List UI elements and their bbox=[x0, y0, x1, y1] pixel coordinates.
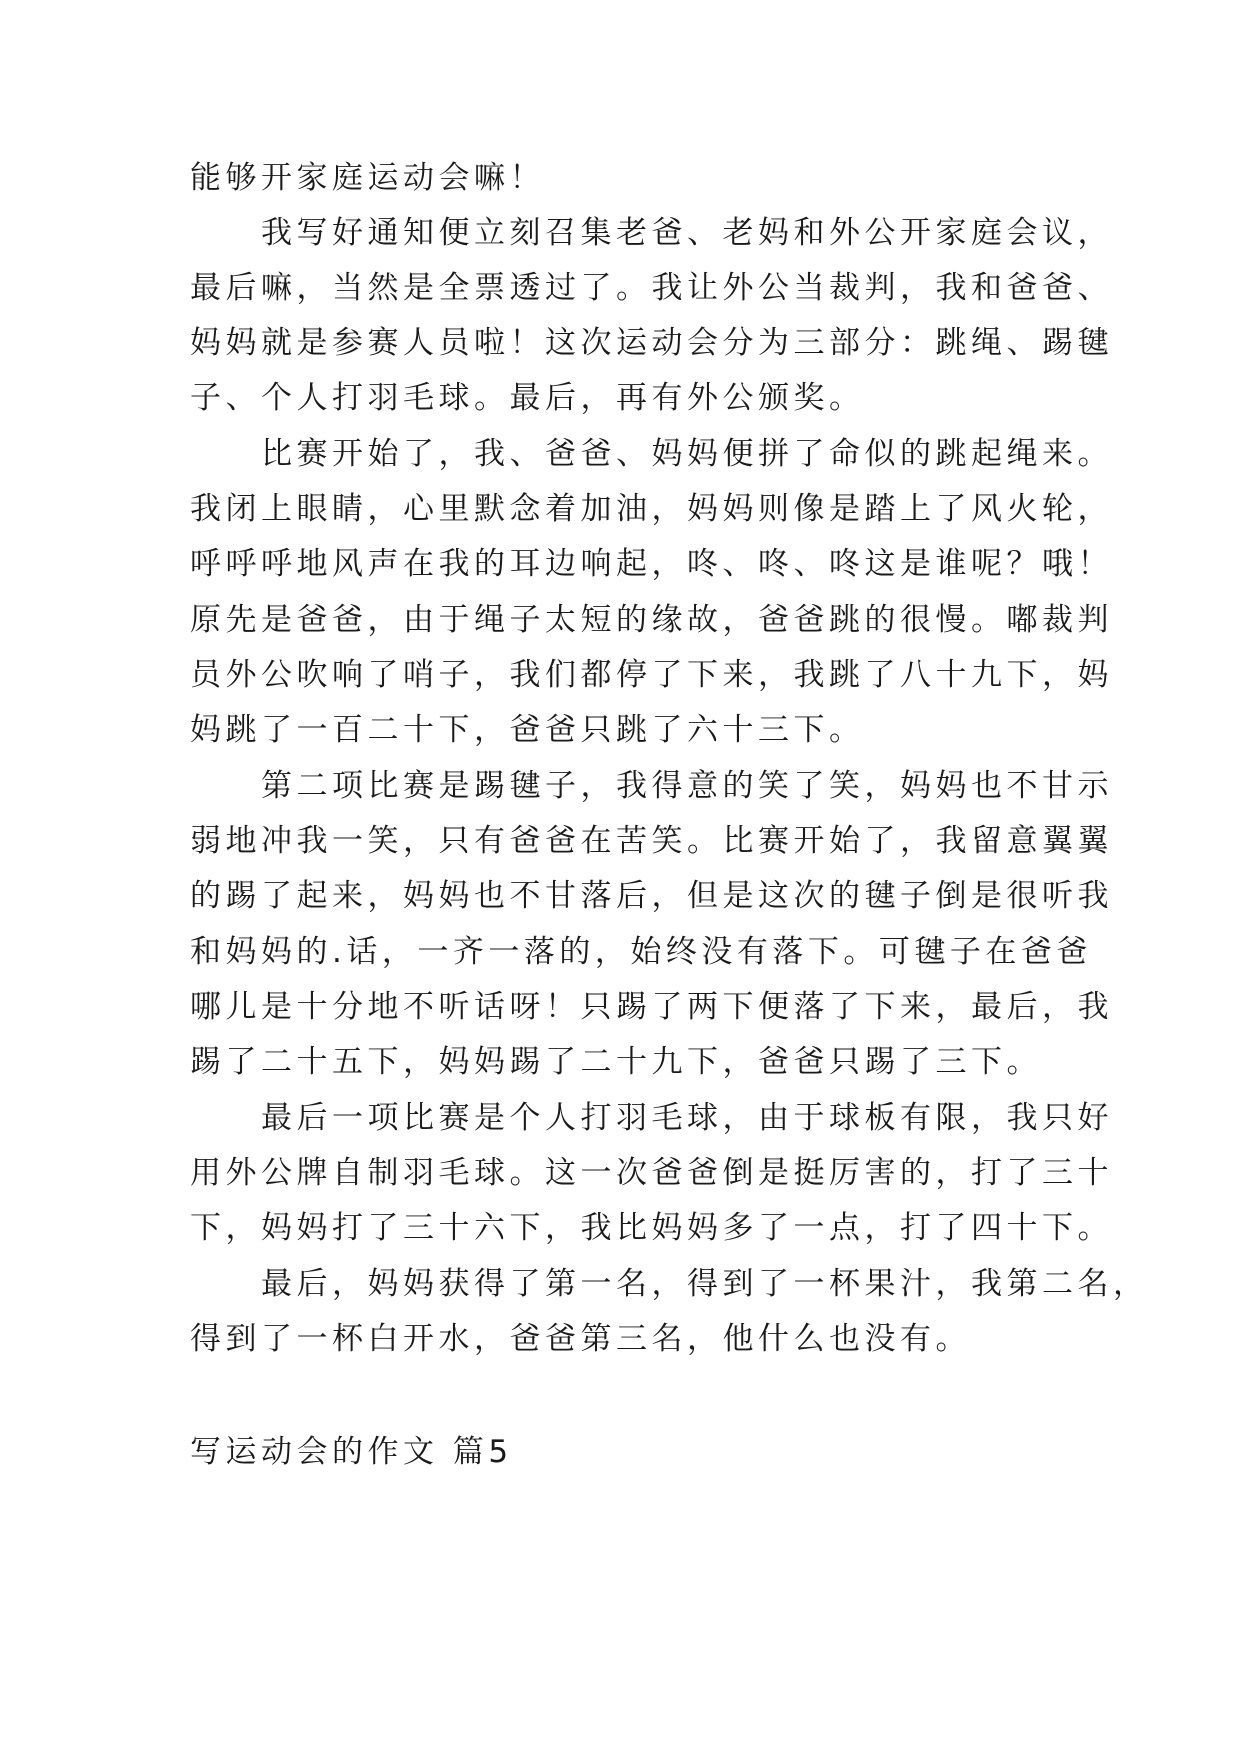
text-line: 呼呼呼地风声在我的耳边响起，咚、咚、咚这是谁呢？哦！ bbox=[190, 546, 1113, 582]
text-line: 哪儿是十分地不听话呀！只踢了两下便落了下来，最后，我 bbox=[190, 989, 1113, 1025]
text-line: 员外公吹响了哨子，我们都停了下来，我跳了八十九下，妈 bbox=[190, 657, 1113, 693]
text-line: 最后，妈妈获得了第一名，得到了一杯果汁，我第二名， bbox=[190, 1266, 1149, 1302]
text-line: 的踢了起来，妈妈也不甘落后，但是这次的毽子倒是很听我 bbox=[190, 878, 1113, 914]
text-line: 妈跳了一百二十下，爸爸只跳了六十三下。 bbox=[190, 712, 865, 748]
text-line: 弱地冲我一笑，只有爸爸在苦笑。比赛开始了，我留意翼翼 bbox=[190, 823, 1113, 859]
text-line: 下，妈妈打了三十六下，我比妈妈多了一点，打了四十下。 bbox=[190, 1210, 1113, 1246]
text-line: 能够开家庭运动会嘛！ bbox=[190, 160, 545, 196]
text-line: 妈妈就是参赛人员啦！这次运动会分为三部分：跳绳、踢毽 bbox=[190, 325, 1113, 361]
text-line: 踢了二十五下，妈妈踢了二十九下，爸爸只踢了三下。 bbox=[190, 1044, 1042, 1080]
text-line: 原先是爸爸，由于绳子太短的缘故，爸爸跳的很慢。嘟裁判 bbox=[190, 602, 1113, 638]
section-heading: 写运动会的作文 篇5 bbox=[190, 1434, 513, 1470]
text-line: 我写好通知便立刻召集老爸、老妈和外公开家庭会议， bbox=[190, 215, 1113, 251]
text-line: 得到了一杯白开水，爸爸第三名，他什么也没有。 bbox=[190, 1321, 971, 1357]
text-line: 第二项比赛是踢毽子，我得意的笑了笑，妈妈也不甘示 bbox=[190, 768, 1113, 804]
text-line: 最后一项比赛是个人打羽毛球，由于球板有限，我只好 bbox=[190, 1100, 1113, 1136]
text-line: 比赛开始了，我、爸爸、妈妈便拼了命似的跳起绳来。 bbox=[190, 436, 1113, 472]
text-line: 和妈妈的.话，一齐一落的，始终没有落下。可毽子在爸爸 bbox=[190, 934, 1092, 970]
text-line: 用外公牌自制羽毛球。这一次爸爸倒是挺厉害的，打了三十 bbox=[190, 1155, 1113, 1191]
text-line: 最后嘛，当然是全票透过了。我让外公当裁判，我和爸爸、 bbox=[190, 270, 1113, 306]
text-line: 子、个人打羽毛球。最后，再有外公颁奖。 bbox=[190, 380, 865, 416]
text-line: 我闭上眼睛，心里默念着加油，妈妈则像是踏上了风火轮， bbox=[190, 491, 1113, 527]
